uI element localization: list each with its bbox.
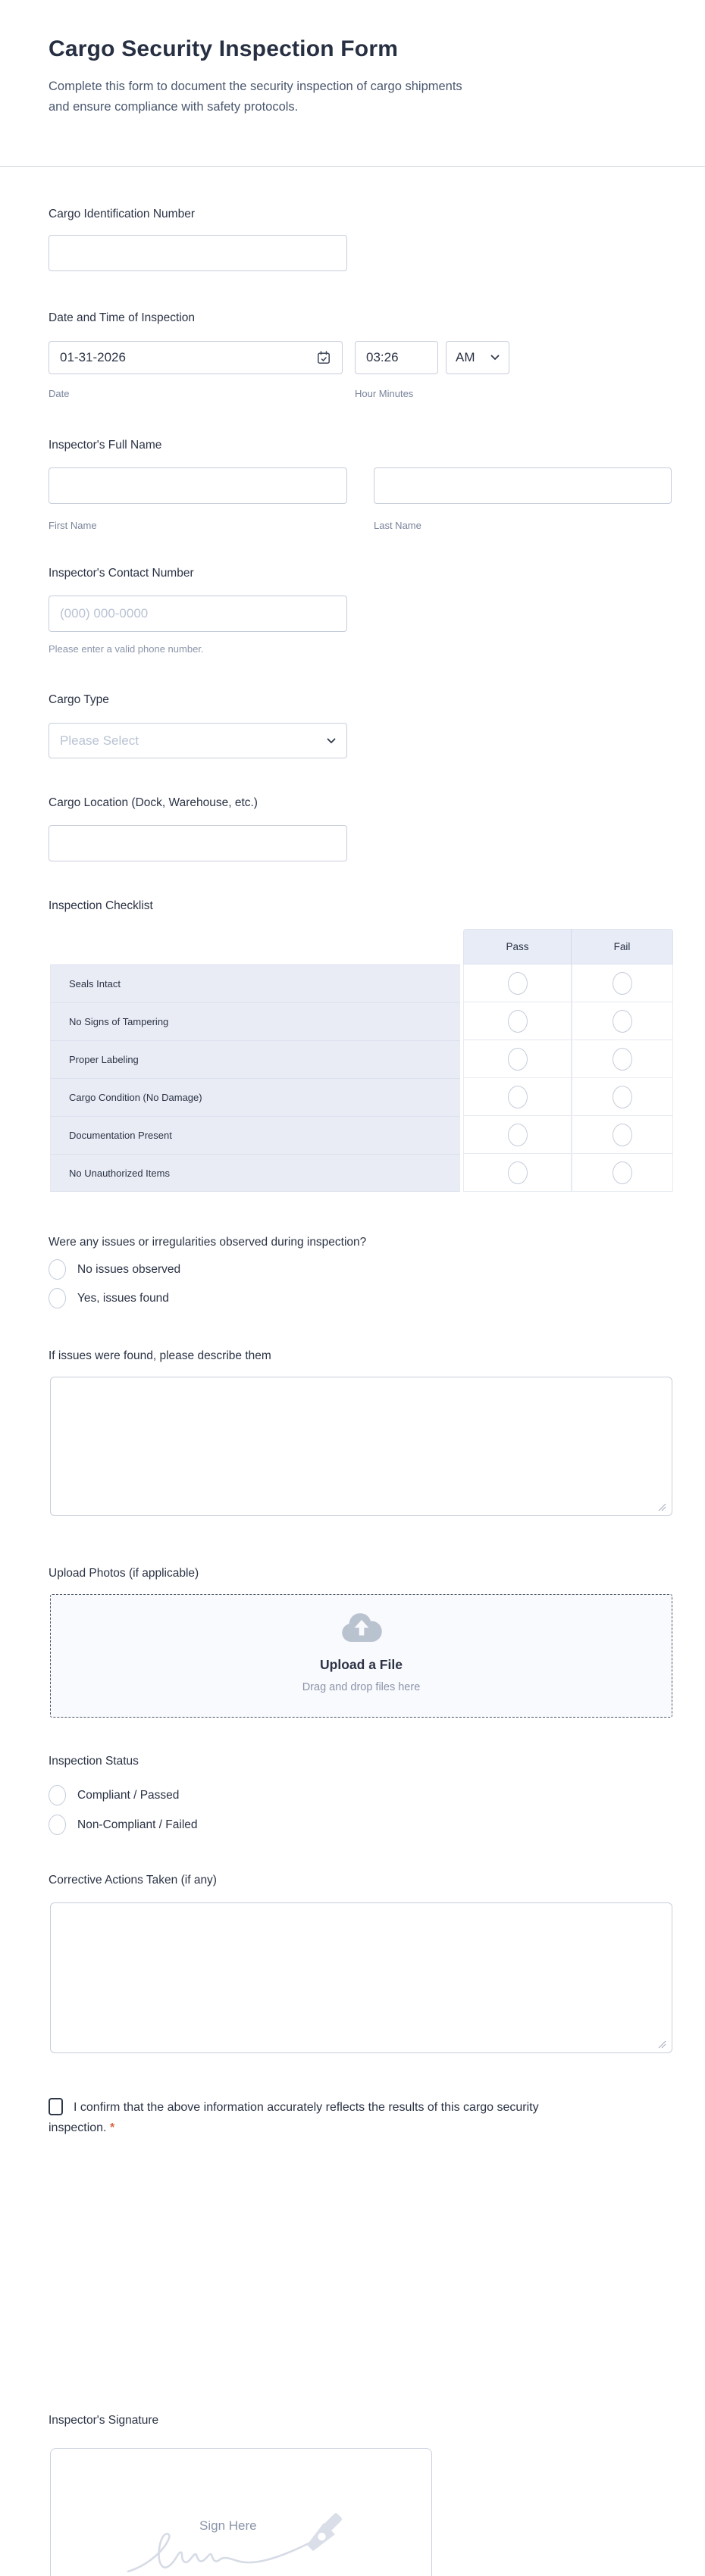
confirmation-label: I confirm that the above information accurately reflects the results of this cargo security inspection. xyxy=(49,2101,539,2134)
radio-option-label: Compliant / Passed xyxy=(77,1788,180,1802)
checklist-row xyxy=(50,1078,673,1116)
radio-icon xyxy=(508,1086,528,1108)
pass-radio-cell[interactable] xyxy=(463,1040,572,1078)
issues-description-textarea[interactable] xyxy=(50,1377,672,1516)
cargo-id-input[interactable] xyxy=(49,235,347,271)
radio-icon xyxy=(49,1288,66,1308)
status-label: Inspection Status xyxy=(49,1755,139,1768)
upload-title: Upload a File xyxy=(320,1657,403,1672)
cargo-type-select[interactable] xyxy=(49,723,347,758)
last-name-sublabel: Last Name xyxy=(374,520,421,531)
first-name-sublabel: First Name xyxy=(49,520,97,531)
radio-option-no-issues[interactable] xyxy=(49,1259,180,1280)
checklist-row-label: Seals Intact xyxy=(50,964,460,1002)
phone-input[interactable] xyxy=(49,596,347,632)
required-asterisk: * xyxy=(109,2121,115,2134)
issues-label: Were any issues or irregularities observed during inspection? xyxy=(49,1236,367,1249)
fail-radio-cell[interactable] xyxy=(572,964,673,1002)
checklist-row-label: No Signs of Tampering xyxy=(50,1002,460,1040)
chevron-down-icon xyxy=(490,355,500,361)
radio-icon xyxy=(49,1259,66,1280)
confirmation-field xyxy=(49,2097,540,2138)
radio-icon xyxy=(49,1785,66,1805)
radio-icon xyxy=(508,1010,528,1033)
pass-radio-cell[interactable] xyxy=(463,964,572,1002)
chevron-down-icon xyxy=(327,738,336,744)
confirm-checkbox[interactable] xyxy=(49,2098,63,2115)
cargo-location-input[interactable] xyxy=(49,825,347,861)
full-name-label: Inspector's Full Name xyxy=(49,439,162,452)
radio-option-label: Non-Compliant / Failed xyxy=(77,1818,198,1831)
sign-here-placeholder: Sign Here xyxy=(199,2518,257,2533)
radio-icon xyxy=(508,1048,528,1071)
radio-icon xyxy=(613,1161,632,1184)
radio-option-label: Yes, issues found xyxy=(77,1291,169,1305)
file-upload-dropzone[interactable] xyxy=(50,1594,672,1718)
radio-icon xyxy=(508,972,528,995)
pass-radio-cell[interactable] xyxy=(463,1116,572,1154)
page-title: Cargo Security Inspection Form xyxy=(49,36,399,61)
corrective-actions-textarea[interactable] xyxy=(50,1902,672,2053)
checklist-col-pass: Pass xyxy=(463,929,572,964)
radio-option-compliant[interactable] xyxy=(49,1785,179,1805)
checklist-row-label: Documentation Present xyxy=(50,1116,460,1154)
upload-label: Upload Photos (if applicable) xyxy=(49,1567,199,1580)
radio-icon xyxy=(49,1815,66,1835)
checklist-label: Inspection Checklist xyxy=(49,899,153,912)
checklist-row xyxy=(50,1116,673,1154)
pass-radio-cell[interactable] xyxy=(463,1078,572,1116)
first-name-input[interactable] xyxy=(49,467,347,504)
ampm-value: AM xyxy=(456,350,475,364)
fail-radio-cell[interactable] xyxy=(572,1040,673,1078)
date-input[interactable] xyxy=(49,341,343,374)
cargo-type-selected-value: Please Select xyxy=(60,733,139,748)
calendar-icon[interactable] xyxy=(316,350,331,365)
time-sublabel: Hour Minutes xyxy=(355,388,414,399)
radio-option-noncompliant[interactable] xyxy=(49,1815,198,1835)
radio-icon xyxy=(613,1124,632,1146)
fail-radio-cell[interactable] xyxy=(572,1002,673,1040)
fail-radio-cell[interactable] xyxy=(572,1154,673,1192)
checklist-row xyxy=(50,964,673,1002)
checklist-row xyxy=(50,1154,673,1192)
page-subtitle: Complete this form to document the security inspection of cargo shipments and ensure compliance with safety protocols. xyxy=(49,80,462,114)
fail-radio-cell[interactable] xyxy=(572,1078,673,1116)
signature-squiggle-icon xyxy=(127,2532,315,2576)
signature-pad[interactable] xyxy=(50,2448,432,2576)
cargo-type-label: Cargo Type xyxy=(49,693,109,706)
pass-radio-cell[interactable] xyxy=(463,1154,572,1192)
date-value: 01-31-2026 xyxy=(60,350,126,364)
cargo-location-label: Cargo Location (Dock, Warehouse, etc.) xyxy=(49,796,258,809)
radio-icon xyxy=(613,972,632,995)
pen-nib-icon xyxy=(301,2511,345,2555)
radio-icon xyxy=(613,1010,632,1033)
radio-option-label: No issues observed xyxy=(77,1262,181,1276)
pass-radio-cell[interactable] xyxy=(463,1002,572,1040)
issues-description-label: If issues were found, please describe them xyxy=(49,1349,271,1362)
radio-icon xyxy=(613,1086,632,1108)
time-input[interactable] xyxy=(355,341,438,374)
checklist-row-label: Proper Labeling xyxy=(50,1040,460,1078)
cargo-id-label: Cargo Identification Number xyxy=(49,208,195,220)
date-sublabel: Date xyxy=(49,388,70,399)
inspection-checklist-table xyxy=(50,929,673,1192)
contact-label: Inspector's Contact Number xyxy=(49,567,194,580)
checklist-row-label: Cargo Condition (No Damage) xyxy=(50,1078,460,1116)
radio-icon xyxy=(508,1124,528,1146)
corrective-label: Corrective Actions Taken (if any) xyxy=(49,1874,217,1887)
time-value: 03:26 xyxy=(366,350,399,364)
signature-label: Inspector's Signature xyxy=(49,2414,159,2427)
checklist-row-label: No Unauthorized Items xyxy=(50,1154,460,1192)
radio-option-yes-issues[interactable] xyxy=(49,1288,169,1308)
radio-icon xyxy=(508,1161,528,1184)
radio-icon xyxy=(613,1048,632,1071)
checklist-header-row xyxy=(50,929,673,964)
last-name-input[interactable] xyxy=(374,467,672,504)
upload-drag-text: Drag and drop files here xyxy=(302,1681,421,1693)
ampm-select[interactable] xyxy=(446,341,509,374)
header-divider xyxy=(0,166,705,167)
phone-hint: Please enter a valid phone number. xyxy=(49,643,204,655)
checklist-row xyxy=(50,1002,673,1040)
fail-radio-cell[interactable] xyxy=(572,1116,673,1154)
checklist-row xyxy=(50,1040,673,1078)
checklist-col-fail: Fail xyxy=(572,929,673,964)
checklist-header-spacer xyxy=(50,929,460,964)
datetime-label: Date and Time of Inspection xyxy=(49,311,196,324)
upload-cloud-icon xyxy=(337,1608,386,1646)
